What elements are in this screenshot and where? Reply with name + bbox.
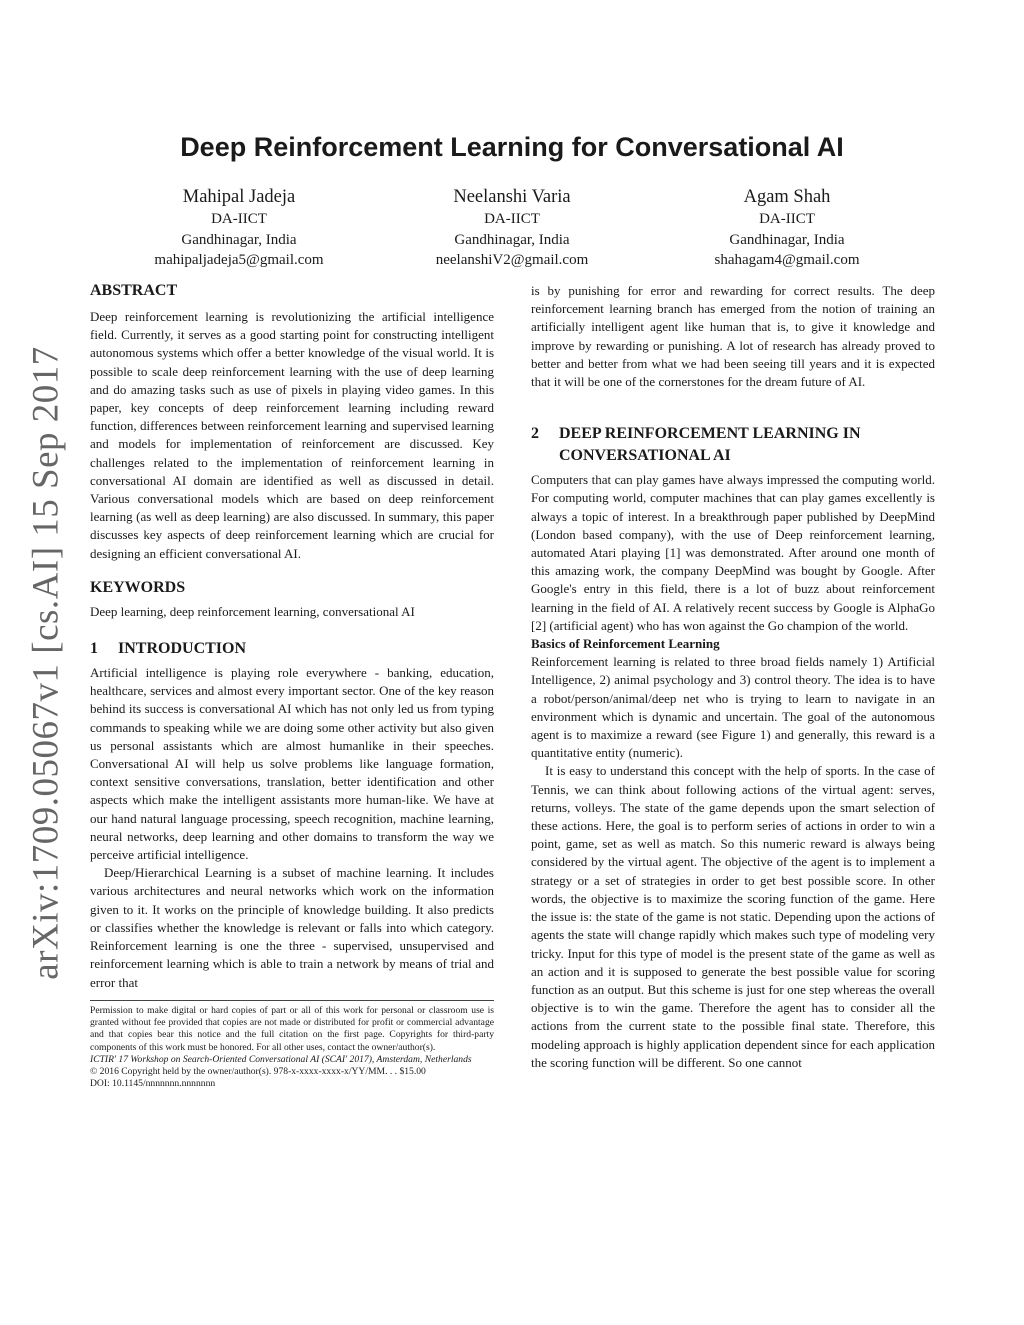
- intro-continuation: is by punishing for error and rewarding for correct results. The deep reinforcement learning branch has emerged from the notion of training an artificially intelligent agent like human that is, to give it knowledge and improve by rewarding or punishing. A lot of research has already proved to better and better from what we had been seeing till years and it is expected that it will be one of the cornerstones for the dream future of AI.: [531, 283, 935, 390]
- section2-paragraph: Reinforcement learning is related to three broad fields namely 1) Artificial Intelligence, 2) animal psychology and 3) control theory. The idea is to have a robot/person/animal/deep net who is trying to learn to navigate in an environment which is dynamic and uncertain. The goal of the autonomous agent is to maximize a reward (see Figure 1) and generally, this reward is a quantitative entity (numeric).: [531, 654, 935, 761]
- author-location: Gandhinagar, India: [181, 231, 297, 248]
- section-number: 2: [531, 425, 539, 443]
- intro-paragraph: Artificial intelligence is playing role everywhere - banking, education, healthcare, services and almost every important sector. One of the key reason behind its success is conversational AI which has not only led us from typing commands to speaking while we are doing some other activity but also given us personal assistants which are almost humanlike in their speeches. Conversational AI will help us solve problems like language formation, context sensitive conversations, translation, better identification and other aspects which make the intelligent assistants more human-like. We have at our hand natural language processing, speech recognition, machine learning, neural networks, deep learning and other domains to transform the way we perceive artificial intelligence.: [90, 665, 494, 863]
- footnote-rule: [90, 1000, 494, 1001]
- author-affiliation: DA-IICT: [759, 211, 815, 227]
- author-block: [657, 186, 917, 271]
- author-block: [382, 186, 642, 271]
- right-column: [531, 282, 935, 1072]
- author-affiliation: DA-IICT: [484, 211, 540, 227]
- author-affiliation: DA-IICT: [211, 211, 267, 227]
- footnote: [90, 1005, 494, 1091]
- intro-paragraph: Deep/Hierarchical Learning is a subset of machine learning. It includes various architectures and neural networks which work on the information given to it. It works on the principle of knowledge building. It also predicts or classifies whether the knowledge is relevant or falls into which category. Reinforcement learning is one the three - supervised, unsupervised and reinforcement learning which is able to train a network by means of trial and error that: [90, 865, 494, 990]
- abstract-text: Deep reinforcement learning is revolutionizing the artificial intelligence field. Currently, it serves as a good starting point for constructing intelligent autonomous systems which offer a better knowledge of the visual world. It is possible to scale deep reinforcement learning with the use of deep learning and do amazing tasks such as use of pixels in playing video games. In this paper, key concepts of deep reinforcement learning including reward function, differences between reinforcement learning and supervised learning and models for implementation of reinforcement are discussed. Key challenges related to the implementation of reinforcement learning in conversational AI domain are identified as well as discussed in detail. Various conversational models which are based on deep reinforcement learning (as well as deep learning) are also discussed. In summary, this paper discusses key aspects of deep reinforcement learning which are crucial for designing an efficient conversational AI.: [90, 309, 494, 561]
- author-name: Mahipal Jadeja: [182, 187, 296, 207]
- subsection-heading: Basics of Reinforcement Learning: [531, 636, 720, 652]
- section-heading-deep-rl: [531, 423, 935, 467]
- section-title: INTRODUCTION: [118, 640, 247, 658]
- section2-paragraph: It is easy to understand this concept with the help of sports. In the case of Tennis, we can think about following actions of the virtual agent: serves, returns, volleys. The state of the game depends upon the smart selection of these actions. Here, the goal is to perform series of actions in order to win a point, game, set as well as match. So this numeric reward is always being considered by the virtual agent. The objective of the agent is to implement a strategy or a set of strategies in order to get best possible score. In other words, the objective is to maximize the scoring function of the game. Here the issue is: the state of the game is not static. Depending upon the actions of agents the state will change rapidly which makes such type of modeling very tricky. Input for this type of model is the present state of the game as well as an action and it is supposed to generate the best possible value for scoring function as an output. But this scheme is just for one step whereas the overall objective is to win the game. Therefore the agent has to consider all the actions from the current state to the possible final state. Therefore, this modeling approach is highly application dependent since for each application the scoring function will be different. So one cannot: [531, 763, 935, 1070]
- section-title-line: CONVERSATIONAL AI: [559, 447, 731, 465]
- venue-line: ICTIR' 17 Workshop on Search-Oriented Conversational AI (SCAI' 2017), Amsterdam, Netherlands: [90, 1053, 472, 1065]
- left-column: [90, 280, 494, 1091]
- copyright-line: © 2016 Copyright held by the owner/author(s). 978-x-xxxx-xxxx-x/YY/MM. . . $15.00: [90, 1066, 426, 1078]
- permission-notice: Permission to make digital or hard copies of part or all of this work for personal or classroom use is granted without fee provided that copies are not made or distributed for profit or commercial advantage and that copies bear this notice and the full citation on the first page. Copyrights for third-party components of this work must be honored. For all other uses, contact the owner/author(s).: [90, 1004, 494, 1053]
- author-location: Gandhinagar, India: [729, 231, 845, 248]
- author-name: Agam Shah: [743, 187, 831, 207]
- doi-line: DOI: 10.1145/nnnnnnn.nnnnnnn: [90, 1078, 216, 1090]
- arxiv-stamp: arXiv:1709.05067v1 [cs.AI] 15 Sep 2017: [25, 346, 67, 980]
- author-email[interactable]: shahagam4@gmail.com: [714, 252, 860, 268]
- author-name: Neelanshi Varia: [453, 187, 571, 207]
- section-title-line: DEEP REINFORCEMENT LEARNING IN: [559, 425, 861, 443]
- paper-title: Deep Reinforcement Learning for Conversational AI: [180, 132, 844, 162]
- author-location: Gandhinagar, India: [454, 231, 570, 248]
- author-email[interactable]: mahipaljadeja5@gmail.com: [154, 252, 324, 268]
- author-email[interactable]: neelanshiV2@gmail.com: [435, 252, 589, 268]
- abstract-heading: ABSTRACT: [90, 282, 178, 299]
- section-number: 1: [90, 640, 98, 658]
- keywords-text: Deep learning, deep reinforcement learning, conversational AI: [90, 603, 415, 619]
- section-heading-introduction: [90, 638, 494, 660]
- section2-paragraph: Computers that can play games have always impressed the computing world. For computing world, computer machines that can play games excellently is always a topic of interest. In a breakthrough paper published by DeepMind (London based company), with the use of Deep reinforcement learning, automated Atari playing [1] was demonstrated. After around one month of this amazing work, the company DeepMind was bought by Google. After Google's entry in this field, there is a lot of buzz about reinforcement learning in the field of AI. A relatively recent success by Google is AlphaGo [2] (artificial agent) who has won against the Go champion of the world.: [531, 472, 935, 633]
- author-block: [109, 186, 369, 271]
- keywords-heading: KEYWORDS: [90, 578, 186, 596]
